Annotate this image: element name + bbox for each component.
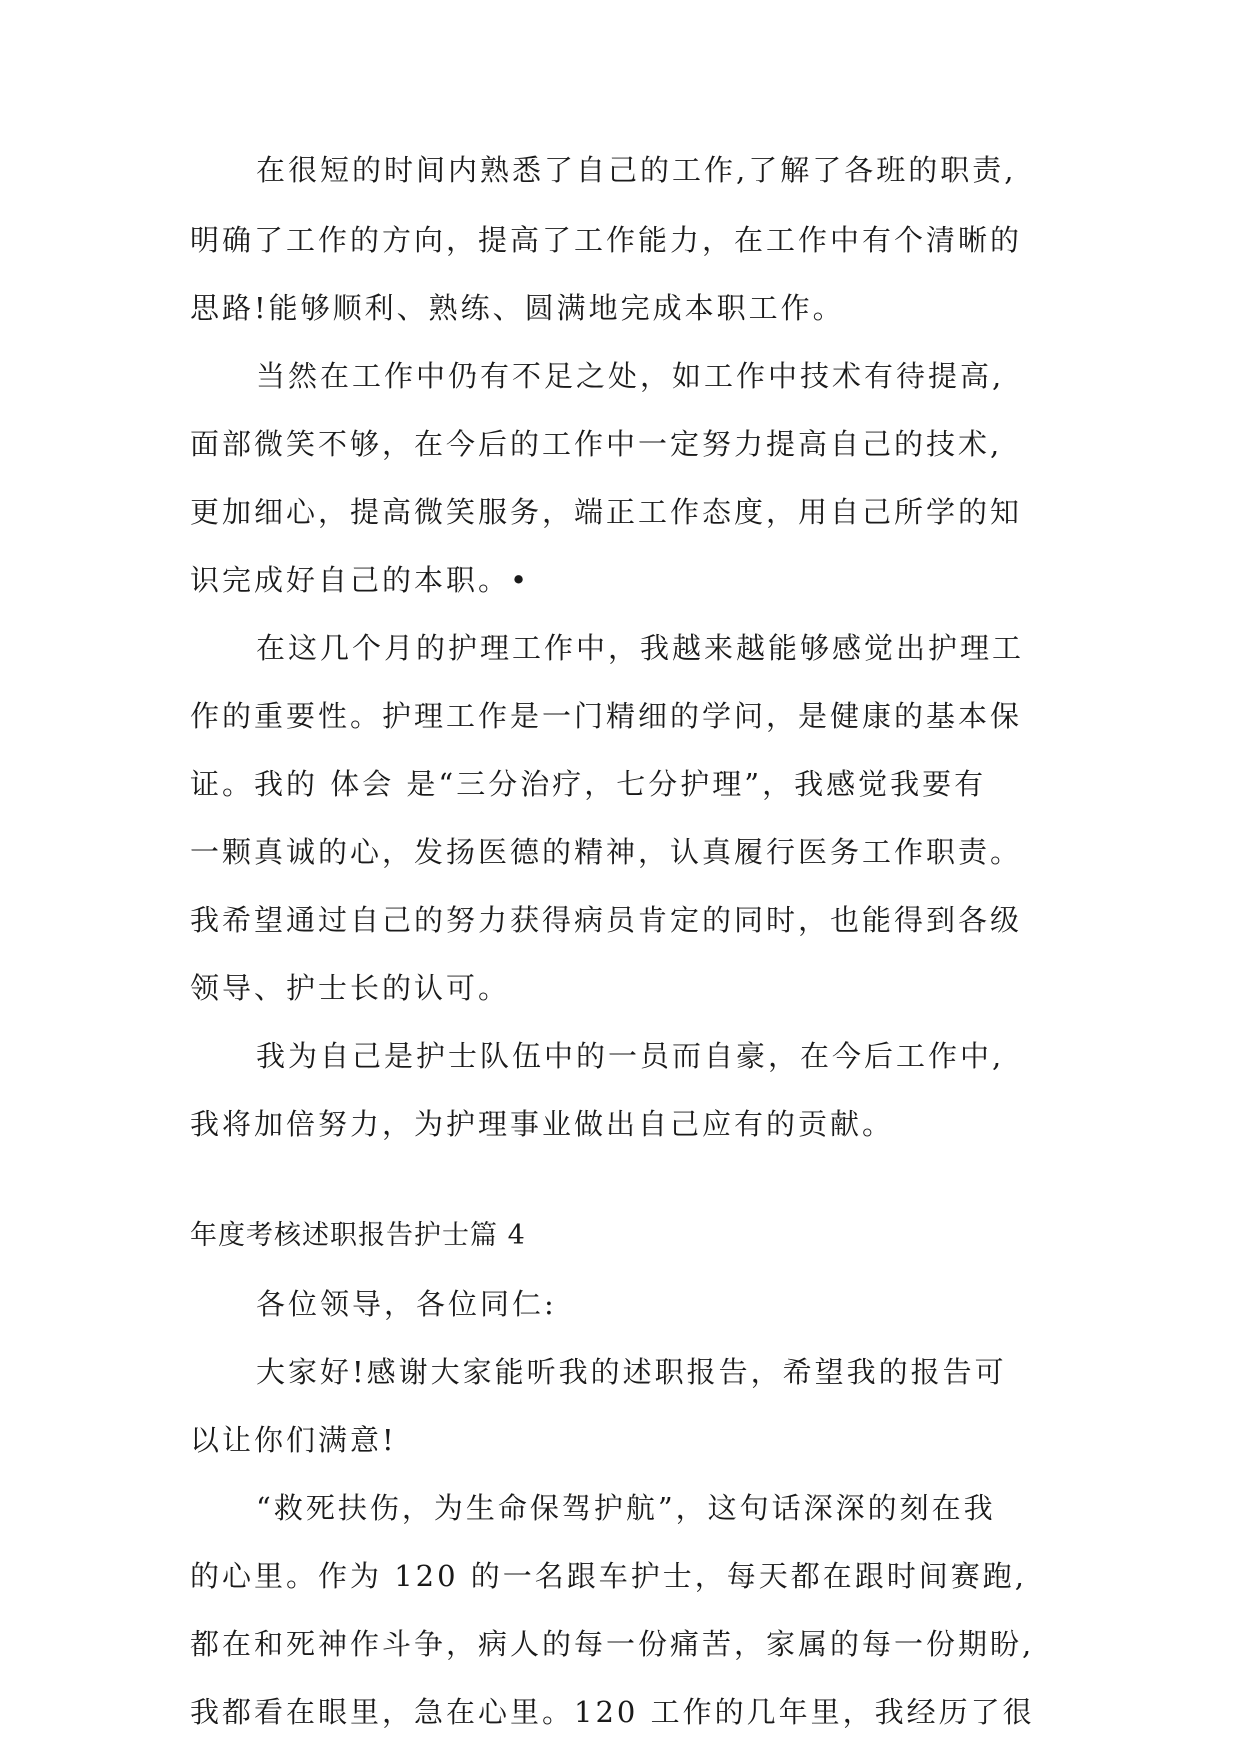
paragraph-line: 大家好!感谢大家能听我的述职报告，希望我的报告可: [256, 1355, 1007, 1389]
paragraph-line: 识完成好自己的本职。•: [190, 563, 531, 597]
paragraph-line: 更加细心，提高微笑服务，端正工作态度，用自己所学的知: [190, 495, 1023, 529]
paragraph-line: 我将加倍努力，为护理事业做出自己应有的贡献。: [190, 1107, 895, 1141]
paragraph-line: 都在和死神作斗争，病人的每一份痛苦，家属的每一份期盼,: [190, 1627, 1035, 1661]
paragraph-line: 在这几个月的护理工作中，我越来越能够感觉出护理工: [256, 631, 1025, 665]
paragraph-line: 当然在工作中仍有不足之处，如工作中技术有待提高,: [256, 359, 1005, 393]
paragraph-line: 一颗真诚的心，发扬医德的精神，认真履行医务工作职责。: [190, 835, 1023, 869]
paragraph-line: 以让你们满意!: [190, 1423, 397, 1457]
paragraph-line: 各位领导，各位同仁:: [256, 1287, 557, 1321]
paragraph-line: 作的重要性。护理工作是一门精细的学问，是健康的基本保: [190, 699, 1023, 733]
paragraph-line: 明确了工作的方向，提高了工作能力，在工作中有个清晰的: [190, 223, 1023, 257]
paragraph-line: 的心里。作为 120 的一名跟车护士，每天都在跟时间赛跑,: [190, 1559, 1028, 1593]
paragraph-line: 证。我的 体会 是“三分治疗，七分护理”，我感觉我要有: [190, 767, 987, 801]
paragraph-line: 我为自己是护士队伍中的一员而自豪，在今后工作中,: [256, 1039, 1005, 1073]
paragraph-line: 我都看在眼里，急在心里。120 工作的几年里，我经历了很: [190, 1695, 1035, 1729]
paragraph-line: 我希望通过自己的努力获得病员肯定的同时，也能得到各级: [190, 903, 1023, 937]
section-title: 年度考核述职报告护士篇 4: [190, 1220, 526, 1251]
paragraph-line: 思路!能够顺利、熟练、圆满地完成本职工作。: [190, 291, 845, 325]
paragraph-line: 面部微笑不够，在今后的工作中一定努力提高自己的技术,: [190, 427, 1003, 461]
paragraph-line: 在很短的时间内熟悉了自己的工作,了解了各班的职责,: [256, 153, 1017, 187]
paragraph-line: 领导、护士长的认可。: [190, 971, 511, 1005]
paragraph-line: “救死扶伤，为生命保驾护航”，这句话深深的刻在我: [256, 1491, 996, 1525]
